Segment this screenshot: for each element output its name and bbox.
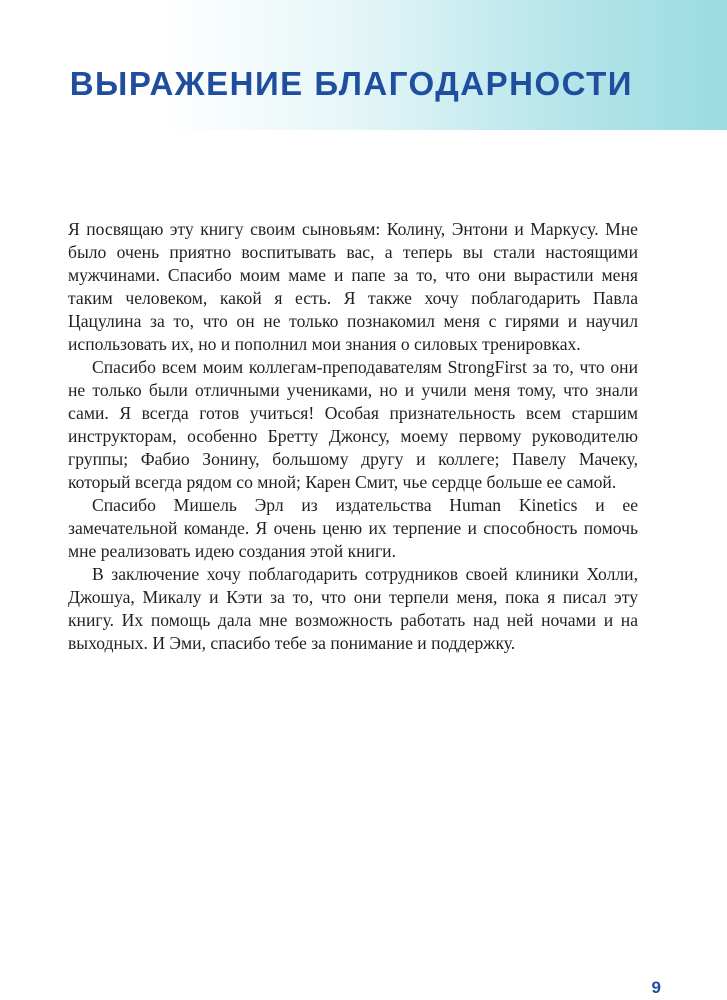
paragraph: В заключение хочу поблагодарить сотрудников своей клиники Холли, Джошуа, Микалу и Кэти за то, что они терпели меня, пока я писал эту книгу. Их помощь дала мне возможность работать над ней ночами и на выходных. И Эми, спасибо тебе за понимание и поддержку. [68, 564, 638, 653]
page-number: 9 [651, 978, 661, 997]
paragraph: Спасибо Мишель Эрл из издательства Human Kinetics и ее замечательной команде. Я очень ценю их терпение и способность помочь мне реализовать идею создания этой книги. [68, 495, 638, 561]
paragraph: Спасибо всем моим коллегам-преподавателям StrongFirst за то, что они не только были отличными учениками, но и учили меня тому, что знали сами. Я всегда готов учиться! Особая признательность всем старшим инструкторам, особенно Бретту Джонсу, моему первому руководителю группы; Фабио Зонину, большому другу и коллеге; Павелу Мачеку, который всегда рядом со мной; Карен Смит, чье сердце больше ее самой. [68, 357, 638, 492]
paragraph: Я посвящаю эту книгу своим сыновьям: Колину, Энтони и Маркусу. Мне было очень приятно воспитывать вас, а теперь вы стали настоящими мужчинами. Спасибо моим маме и папе за то, что они вырастили меня таким человеком, какой я есть. Я также хочу поблагодарить Павла Цацулина за то, что он не только познакомил меня с гирями и научил использовать их, но и пополнил мои знания о силовых тренировках. [68, 219, 638, 354]
body-text [68, 218, 638, 655]
page-title: ВЫРАЖЕНИЕ БЛАГОДАРНОСТИ [69, 65, 633, 102]
